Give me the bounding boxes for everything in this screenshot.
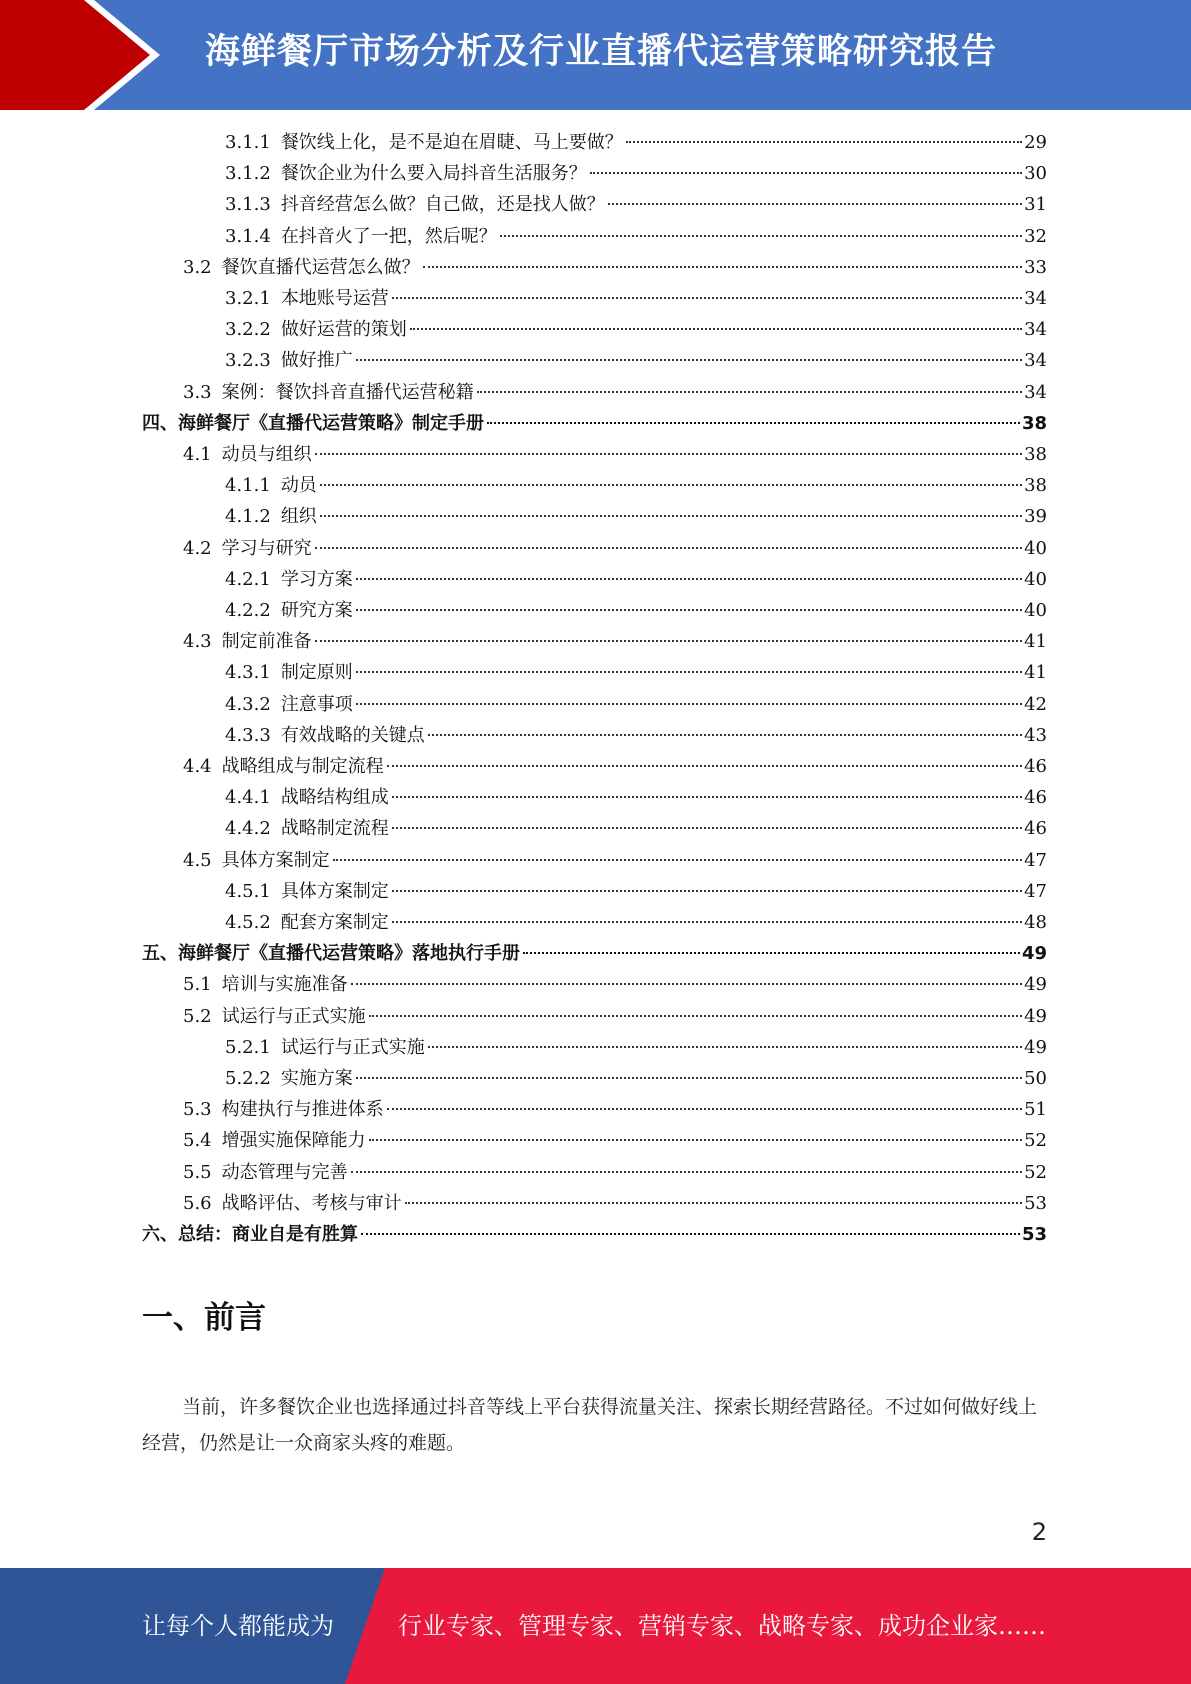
toc-dot-leader [351,1171,1022,1173]
toc-entry-page: 30 [1024,163,1047,185]
toc-entry-page: 34 [1024,381,1047,403]
toc-entry-number: 4.4.2 [225,818,271,840]
toc-dot-leader [392,796,1022,798]
toc-entry-number: 4.2 [183,537,212,559]
toc-entry-number: 4.5.2 [225,912,271,933]
toc-entry-title: 餐饮直播代运营怎么做？ [221,256,420,278]
toc-entry[interactable] [225,907,1047,938]
footer-slogan-left: 让每个人都能成为 [142,1612,334,1640]
toc-entry-page: 38 [1024,444,1047,465]
toc-entry-number: 4.2.1 [225,568,271,590]
toc-entry-page: 48 [1024,912,1047,933]
toc-entry-number: 3.1.4 [225,225,271,247]
toc-entry-number: 4.1.1 [225,475,271,497]
toc-entry-title: 培训与实施准备 [221,974,348,996]
toc-entry-title: 学习与研究 [221,537,312,559]
footer-slogan-right: 行业专家、管理专家、营销专家、战略专家、成功企业家…… [398,1612,1046,1640]
toc-entry-number: 5.1 [183,974,212,996]
toc-dot-leader [428,1046,1022,1048]
toc-entry[interactable] [183,439,1047,470]
toc-dot-leader [315,547,1022,549]
toc-dot-leader [392,921,1022,923]
toc-entry-number: 5.2 [183,1005,212,1027]
toc-entry[interactable] [225,564,1047,595]
toc-dot-leader [356,1077,1022,1079]
toc-entry[interactable] [183,377,1047,408]
toc-entry-title: 动员 [280,475,317,497]
toc-dot-leader [351,983,1022,985]
toc-entry-number: 4.5.1 [225,880,271,902]
toc-entry-number: 3.1.1 [225,132,271,153]
toc-entry-number: 3.2.3 [225,350,271,372]
toc-entry-number: 4.3.3 [225,724,271,746]
toc-entry-title: 战略组成与制定流程 [221,756,384,777]
toc-entry[interactable] [183,626,1047,657]
toc-entry-page: 34 [1024,319,1047,341]
page-number: 2 [1031,1518,1047,1546]
document-title: 海鲜餐厅市场分析及行业直播代运营策略研究报告 [205,32,998,72]
toc-entry-page: 34 [1024,350,1047,372]
toc-entry[interactable] [183,252,1047,283]
toc-entry[interactable] [225,314,1047,345]
toc-entry[interactable] [225,158,1047,189]
toc-entry-title: 动员与组织 [221,444,312,465]
toc-entry-title: 学习方案 [280,568,353,590]
toc-entry-title: 组织 [280,506,317,528]
toc-entry[interactable] [183,1157,1047,1188]
toc-dot-leader [487,422,1020,424]
toc-entry-page: 49 [1024,974,1047,996]
toc-entry[interactable] [225,1032,1047,1063]
toc-entry[interactable] [225,221,1047,252]
toc-entry[interactable] [183,533,1047,564]
toc-entry-page: 53 [1024,1192,1047,1214]
toc-dot-leader [369,1139,1022,1141]
toc-entry-page: 40 [1024,537,1047,559]
toc-entry[interactable] [225,595,1047,626]
toc-entry-title: 做好推广 [280,350,353,372]
toc-entry-title: 本地账号运营 [280,288,389,309]
toc-entry-page: 52 [1024,1130,1047,1152]
toc-entry-title: 动态管理与完善 [221,1161,348,1183]
toc-entry-page: 40 [1024,600,1047,621]
toc-entry-title: 构建执行与推进体系 [221,1099,384,1121]
toc-dot-leader [387,765,1022,767]
toc-entry[interactable] [183,1001,1047,1032]
toc-entry-title: 具体方案制定 [280,880,389,902]
toc-entry-title: 六、总结：商业自是有胜算 [142,1224,358,1245]
toc-entry[interactable] [225,1063,1047,1094]
toc-entry-title: 餐饮线上化，是不是迫在眉睫、马上要做？ [280,132,623,153]
toc-entry-page: 38 [1024,475,1047,497]
toc-dot-leader [392,827,1022,829]
toc-dot-leader [423,266,1022,268]
toc-entry-page: 29 [1024,132,1047,153]
toc-entry-page: 49 [1021,943,1047,965]
toc-dot-leader [369,1015,1022,1017]
toc-entry-title: 做好运营的策划 [280,319,407,341]
toc-entry[interactable] [225,813,1047,844]
toc-entry[interactable] [225,501,1047,532]
toc-entry[interactable] [225,782,1047,813]
toc-entry-title: 具体方案制定 [221,849,330,871]
toc-entry-page: 34 [1024,288,1047,309]
toc-entry-number: 3.1.3 [225,194,271,216]
toc-entry-page: 50 [1024,1068,1047,1089]
toc-entry-page: 43 [1024,724,1047,746]
section-heading: 一、前言 [142,1300,266,1336]
toc-entry-page: 46 [1024,756,1047,777]
toc-entry-page: 39 [1024,506,1047,528]
toc-dot-leader [590,172,1022,174]
toc-entry-title: 增强实施保障能力 [221,1130,366,1152]
toc-entry-number: 4.4 [183,756,212,777]
toc-entry[interactable] [225,345,1047,376]
toc-entry-page: 52 [1024,1161,1047,1183]
toc-entry[interactable] [225,689,1047,720]
toc-dot-leader [500,235,1022,237]
toc-entry-page: 47 [1024,849,1047,871]
toc-dot-leader [428,734,1022,736]
toc-dot-leader [387,1108,1022,1110]
toc-entry[interactable] [225,127,1047,158]
toc-entry-number: 5.3 [183,1099,212,1121]
toc-entry-title: 配套方案制定 [280,912,389,933]
toc-entry[interactable] [183,1094,1047,1125]
toc-entry[interactable] [225,470,1047,501]
toc-dot-leader [626,141,1022,143]
toc-entry-page: 49 [1024,1036,1047,1058]
toc-entry-number: 5.4 [183,1130,212,1152]
toc-entry-title: 研究方案 [280,600,353,621]
toc-entry-page: 42 [1024,693,1047,715]
toc-dot-leader [320,484,1022,486]
toc-entry-number: 4.2.2 [225,600,271,621]
toc-entry-number: 4.3.2 [225,693,271,715]
toc-entry-number: 3.1.2 [225,163,271,185]
toc-entry[interactable] [142,938,1047,969]
toc-entry-number: 3.2.1 [225,288,271,309]
toc-dot-leader [608,203,1022,205]
toc-entry-title: 试运行与正式实施 [221,1005,366,1027]
toc-entry-title: 制定原则 [280,662,353,684]
toc-entry-page: 40 [1024,568,1047,590]
toc-entry-number: 4.3 [183,631,212,653]
toc-entry-number: 5.5 [183,1161,212,1183]
toc-entry-title: 在抖音火了一把，然后呢？ [280,225,497,247]
toc-entry-title: 案例：餐饮抖音直播代运营秘籍 [221,381,474,403]
toc-entry-title: 战略评估、考核与审计 [221,1192,402,1214]
toc-dot-leader [523,952,1020,954]
toc-dot-leader [356,671,1022,673]
toc-entry-page: 32 [1024,225,1047,247]
toc-entry[interactable] [225,657,1047,688]
toc-entry-page: 41 [1024,662,1047,684]
toc-entry[interactable] [225,189,1047,220]
toc-dot-leader [392,297,1022,299]
toc-entry-page: 46 [1024,818,1047,840]
toc-entry-page: 47 [1024,880,1047,902]
toc-entry-page: 49 [1024,1005,1047,1027]
toc-dot-leader [315,453,1022,455]
toc-entry[interactable] [183,1125,1047,1156]
toc-entry[interactable] [225,720,1047,751]
toc-dot-leader [405,1202,1022,1204]
toc-entry-title: 战略结构组成 [280,787,389,809]
toc-entry-title: 战略制定流程 [280,818,389,840]
toc-entry[interactable] [225,876,1047,907]
toc-entry-page: 51 [1024,1099,1047,1121]
page-footer [0,1568,1191,1684]
toc-entry-title: 抖音经营怎么做？自己做，还是找人做？ [280,194,605,216]
toc-dot-leader [356,359,1022,361]
toc-entry-page: 53 [1021,1224,1047,1245]
toc-dot-leader [320,515,1022,517]
toc-entry-title: 注意事项 [280,693,353,715]
toc-entry-number: 4.4.1 [225,787,271,809]
toc-entry-number: 5.2.2 [225,1068,271,1089]
toc-dot-leader [477,391,1022,393]
toc-dot-leader [356,703,1022,705]
toc-entry-title: 试运行与正式实施 [280,1036,425,1058]
toc-entry-title: 实施方案 [280,1068,353,1089]
toc-entry-title: 制定前准备 [221,631,312,653]
toc-dot-leader [315,640,1022,642]
toc-entry-title: 五、海鲜餐厅《直播代运营策略》落地执行手册 [142,943,520,965]
toc-entry[interactable] [183,1188,1047,1219]
toc-entry[interactable] [183,845,1047,876]
toc-entry-page: 31 [1024,194,1047,216]
toc-entry-number: 5.2.1 [225,1036,271,1058]
toc-entry[interactable] [183,751,1047,782]
toc-entry-number: 3.3 [183,381,212,403]
toc-entry-number: 4.5 [183,849,212,871]
page-header [0,0,1191,110]
toc-entry-number: 4.3.1 [225,662,271,684]
toc-entry-number: 5.6 [183,1192,212,1214]
toc-entry-number: 4.1.2 [225,506,271,528]
toc-entry-page: 46 [1024,787,1047,809]
toc-entry-number: 3.2.2 [225,319,271,341]
toc-dot-leader [333,859,1022,861]
toc-entry-page: 41 [1024,631,1047,653]
toc-entry[interactable] [142,408,1047,439]
toc-dot-leader [410,328,1022,330]
body-paragraph: 当前，许多餐饮企业也选择通过抖音等线上平台获得流量关注、探索长期经营路径。不过如何做好线上经营，仍然是让一众商家头疼的难题。 [142,1396,1038,1454]
toc-entry-title: 餐饮企业为什么要入局抖音生活服务？ [280,163,587,185]
toc-entry[interactable] [142,1219,1047,1250]
toc-entry-number: 3.2 [183,256,212,278]
toc-dot-leader [392,890,1022,892]
toc-entry[interactable] [225,283,1047,314]
toc-entry-title: 有效战略的关键点 [280,724,425,746]
toc-entry[interactable] [183,969,1047,1000]
toc-entry-number: 4.1 [183,444,212,465]
toc-dot-leader [356,578,1022,580]
toc-dot-leader [356,609,1022,611]
toc-entry-title: 四、海鲜餐厅《直播代运营策略》制定手册 [142,412,484,434]
toc-entry-page: 38 [1021,412,1047,434]
toc-dot-leader [361,1233,1020,1235]
toc-entry-page: 33 [1024,256,1047,278]
